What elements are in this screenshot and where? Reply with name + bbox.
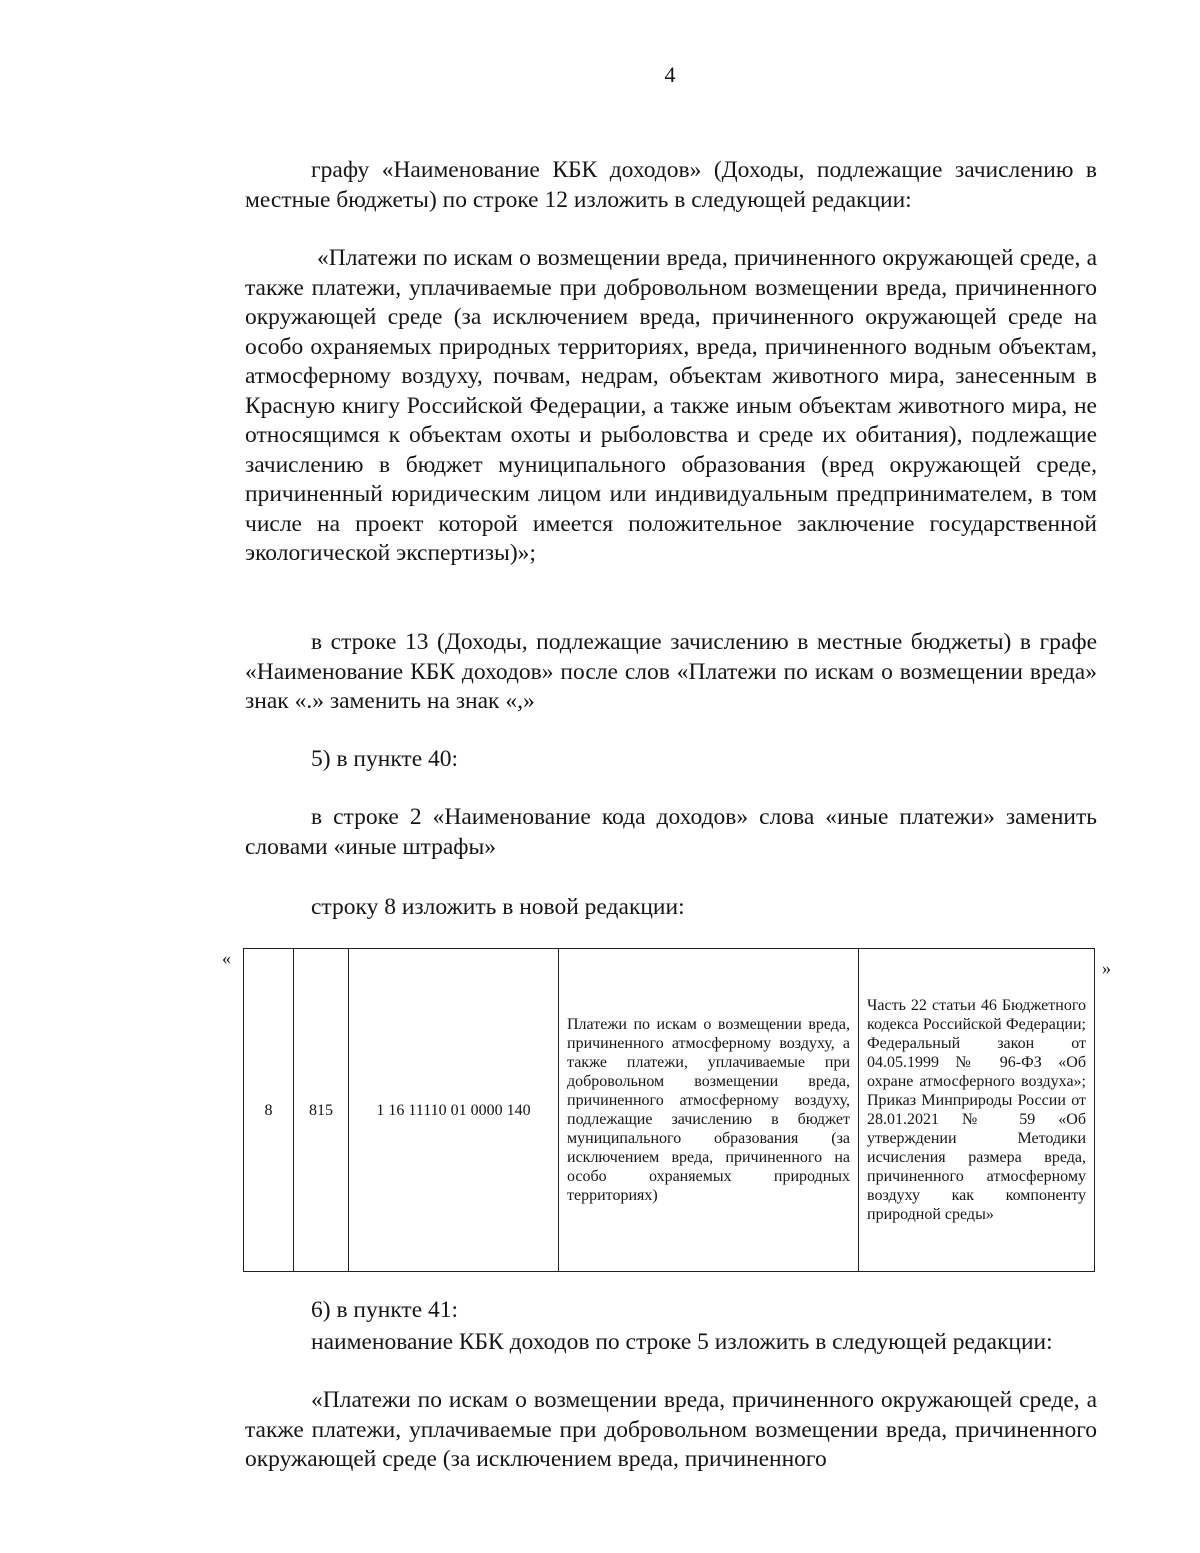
page-number: 4 xyxy=(664,62,676,87)
table-close-quote: » xyxy=(1102,958,1111,978)
paragraph-kbk-row12-intro: графу «Наименование КБК доходов» (Доходы, подлежащие зачислению в местные бюджеты) по строке 12 изложить в следующей редакции: xyxy=(245,157,1097,213)
paragraph-kbk-row5-text: «Платежи по искам о возмещении вреда, причиненного окружающей среде, а также платежи, уплачиваемые при добровольном возмещении вреда, причиненного окружающей среде (за исключением вреда, причиненного xyxy=(245,1387,1097,1472)
paragraph-row8-intro: строку 8 изложить в новой редакции: xyxy=(311,894,685,920)
legal-basis-cell: Часть 22 статьи 46 Бюджетного кодекса Российской Федерации; Федеральный закон от 04.05.1999 № 96-ФЗ «Об охране атмосферного воздуха»; Приказ Минприроды России от 28.01.2021 № 59 «Об утверждении Методики исчисления размера вреда, причиненного атмосферному воздуху как компоненту природной среды» xyxy=(859,949,1095,1272)
paragraph-kbk-row12-text: «Платежи по искам о возмещении вреда, причиненного окружающей среде, а также платежи, уплачиваемые при добровольном возмещении вреда, причиненного окружающей среде (за исключением вреда, причиненного окружающей среде на особо охраняемых природных территориях, вреда, причиненного водным объектам, атмосферному воздуху, почвам, недрам, объектам животного мира, занесенным в Красную книгу Российской Федерации, а также иным объектам животного мира, не относящимся к объектам охоты и рыболовства и среде их обитания), подлежащие зачислению в бюджет муниципального образования (вред окружающей среде, причиненный юридическим лицом или индивидуальным предпринимателем, в том числе на проект которой имеется положительное заключение государственной экологической экспертизы)»; xyxy=(245,245,1097,566)
table-open-quote: « xyxy=(222,948,231,968)
kbk-name-cell: Платежи по искам о возмещении вреда, причиненного атмосферному воздуху, а также платежи, уплачиваемые при добровольном возмещении вреда, причиненного атмосферному воздуху, подлежащие зачислению в бюджет муниципального образования (за исключением вреда, причиненного на особо охраняемых природных территориях) xyxy=(559,949,859,1272)
admin-code-cell: 815 xyxy=(294,949,349,1272)
table-row xyxy=(244,949,1095,1272)
kbk-cell: 1 16 11110 01 0000 140 xyxy=(349,949,559,1272)
paragraph-row2: в строке 2 «Наименование кода доходов» слова «иные платежи» заменить словами «иные штрафы» xyxy=(245,804,1097,860)
item-5-heading: 5) в пункте 40: xyxy=(311,746,459,772)
paragraph-kbk-row5-intro: наименование КБК доходов по строке 5 изложить в следующей редакции: xyxy=(311,1329,1053,1355)
item-6-heading: 6) в пункте 41: xyxy=(311,1297,459,1323)
row-number-cell: 8 xyxy=(244,949,294,1272)
paragraph-row13: в строке 13 (Доходы, подлежащие зачислению в местные бюджеты) в графе «Наименование КБК доходов» после слов «Платежи по искам о возмещении вреда» знак «.» заменить на знак «,» xyxy=(245,629,1097,714)
amendment-table xyxy=(243,948,1094,1272)
